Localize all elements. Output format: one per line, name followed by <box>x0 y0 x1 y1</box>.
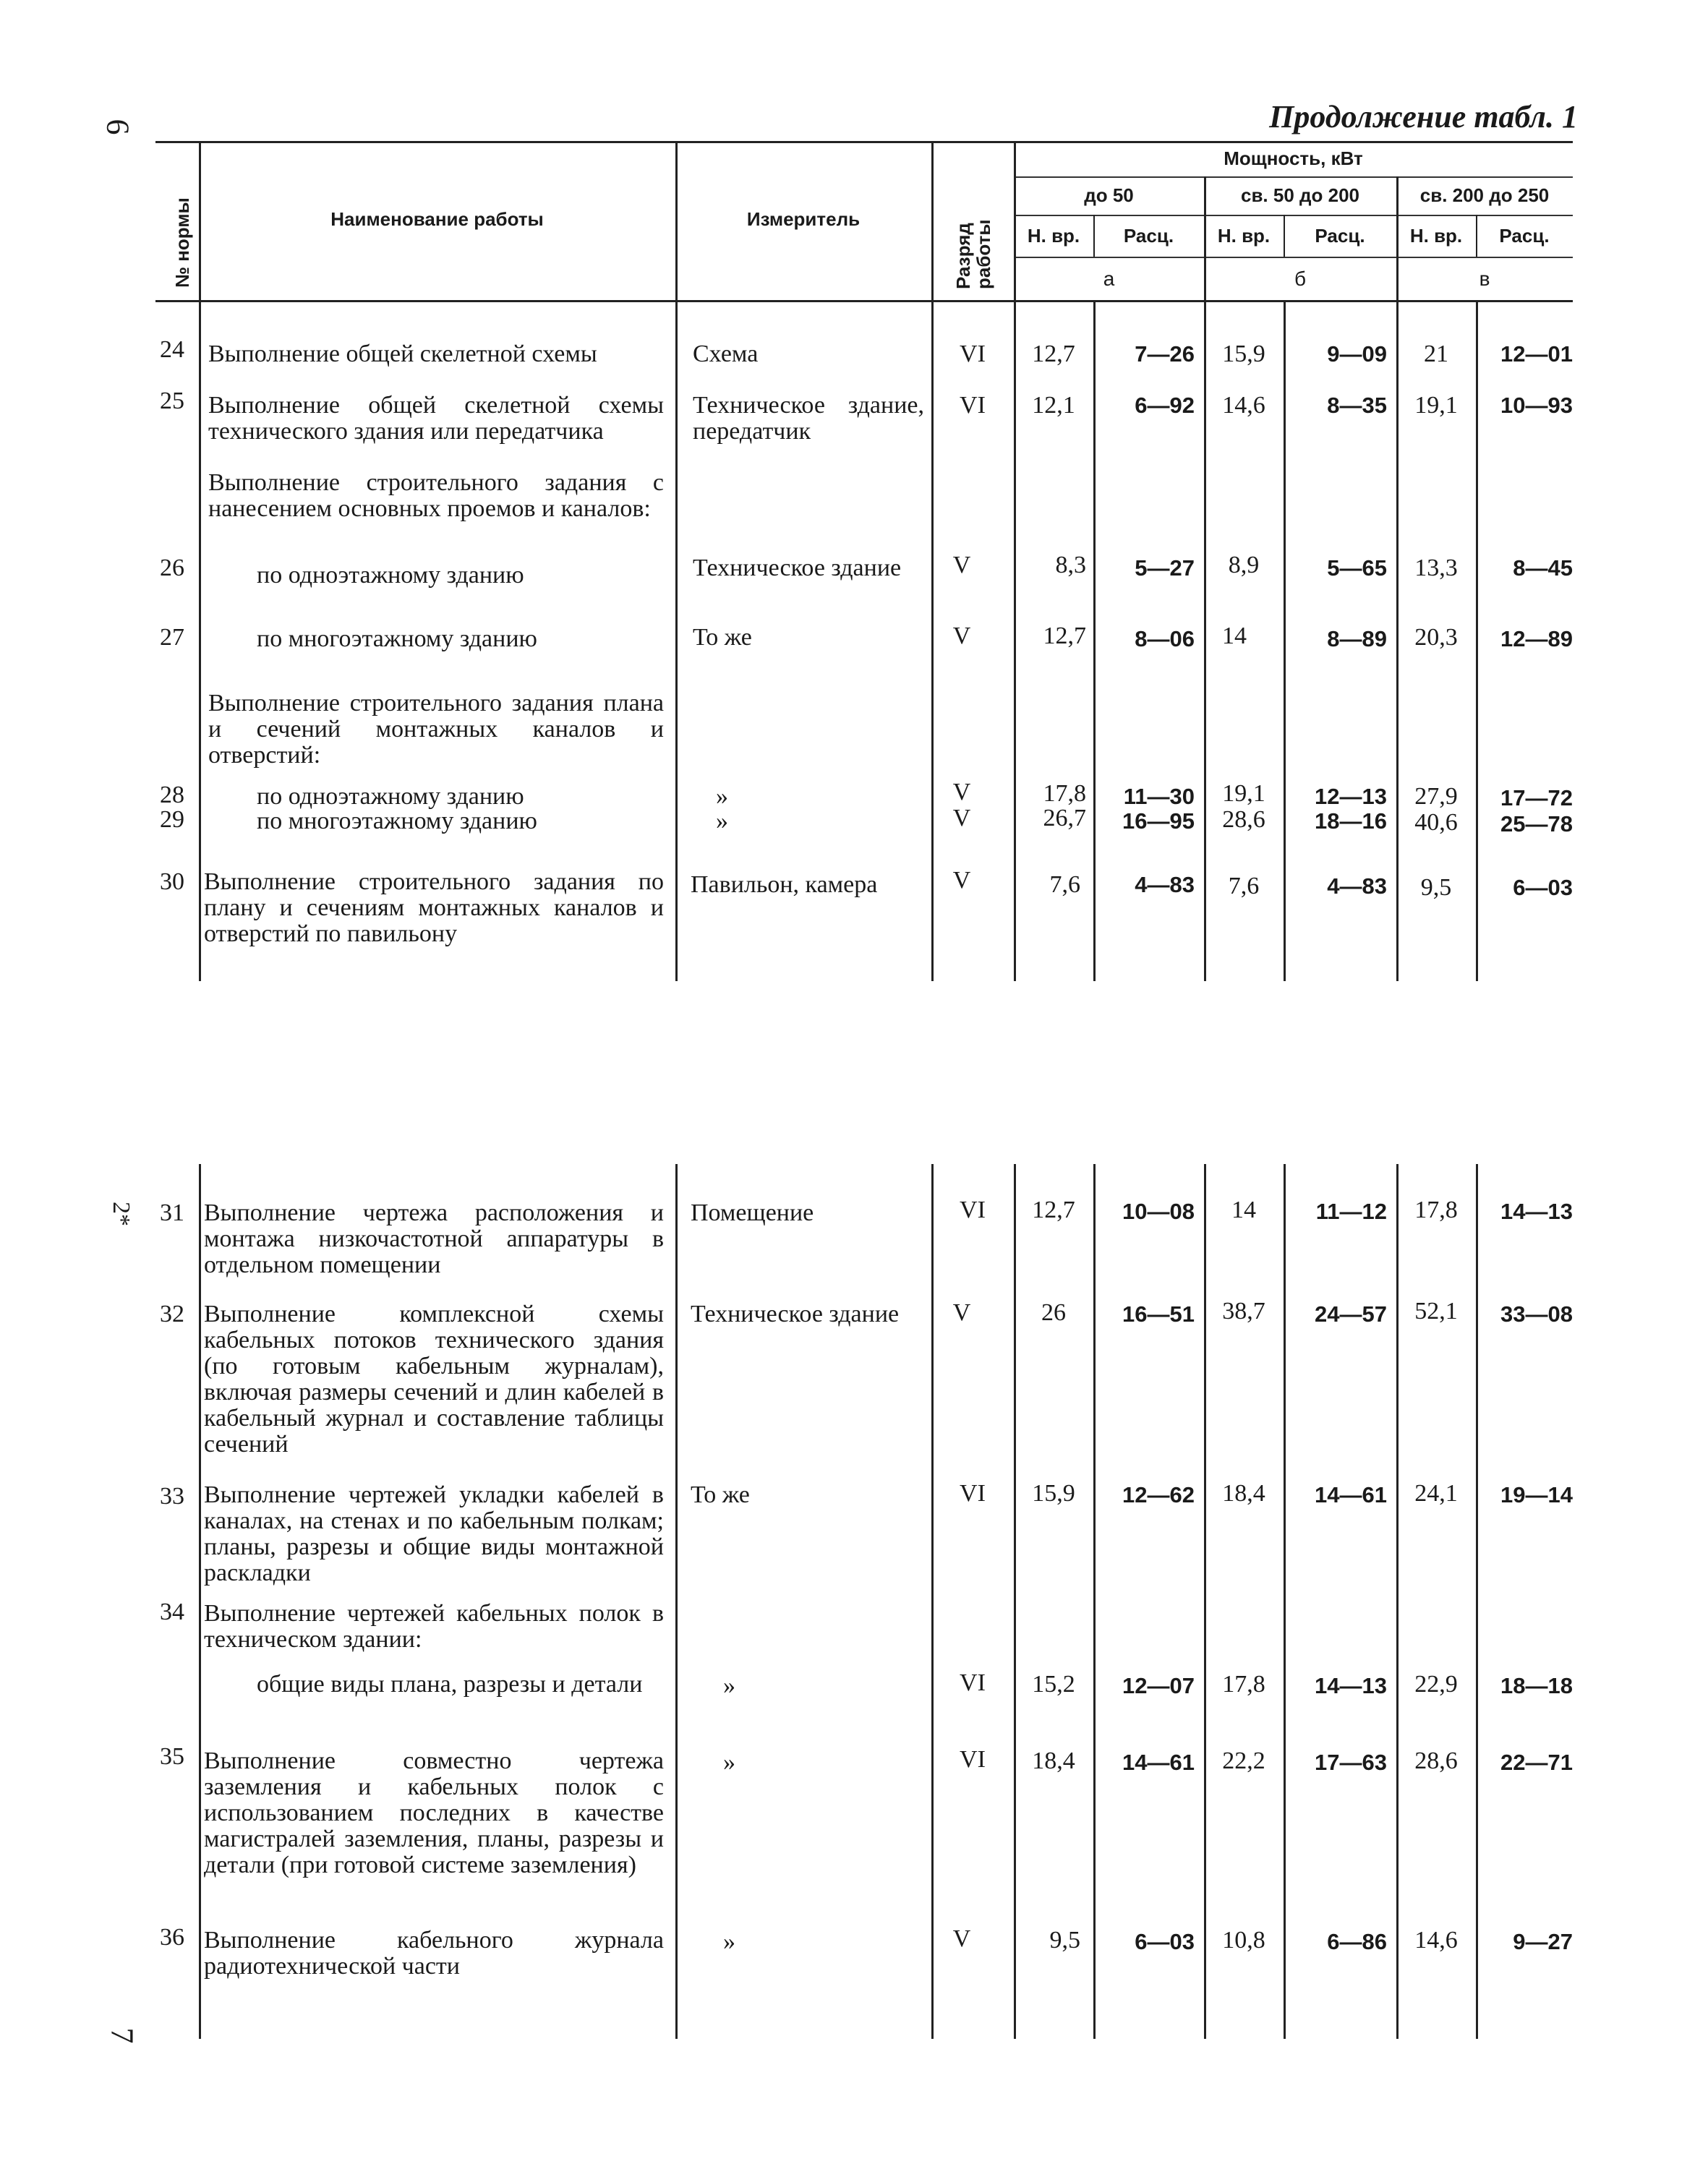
work-name: Выполнение совместно чертежа заземления и кабельных полок с использованием последних в качестве магистралей заземления, планы, разрезы и детали (при готовой системе заземления) <box>204 1747 664 1878</box>
rasc-a: 4—83 <box>1135 872 1195 897</box>
nvr-v: 28,6 <box>1414 1747 1458 1774</box>
grade: VI <box>960 1480 986 1507</box>
rasc-v: 33—08 <box>1500 1301 1573 1327</box>
header-letter-a: а <box>1103 268 1115 290</box>
rasc-a: 10—08 <box>1122 1199 1195 1224</box>
rasc-v: 14—13 <box>1500 1199 1573 1224</box>
nvr-b: 18,4 <box>1222 1480 1265 1507</box>
rasc-v: 6—03 <box>1513 875 1573 900</box>
nvr-b: 14 <box>1231 1197 1256 1223</box>
norm-number: 31 <box>160 1199 184 1226</box>
work-name: Выполнение комплексной схемы кабельных потоков технического здания (по готовым кабельным журналам), включая размеры сечений и длин кабелей в кабельный журнал и составление таблицы сечений <box>204 1301 664 1458</box>
header-norm-no: № нормы <box>171 197 193 288</box>
work-name: Выполнение строительного задания по плану и сечениям монтажных каналов и отверстий по павильону <box>204 868 664 947</box>
nvr-a: 18,4 <box>1032 1747 1075 1774</box>
unit: Техническое здание <box>693 555 902 581</box>
work-name: по многоэтажному зданию <box>257 808 537 834</box>
nvr-a: 12,7 <box>1032 1197 1075 1223</box>
grade: V <box>952 1299 971 1326</box>
norm-number: 33 <box>160 1483 184 1510</box>
nvr-a: 9,5 <box>1049 1927 1080 1954</box>
nvr-v: 20,3 <box>1414 624 1458 651</box>
rasc-b: 8—89 <box>1327 626 1387 651</box>
grade: V <box>952 552 971 578</box>
nvr-a: 8,3 <box>1055 552 1086 578</box>
work-name: Выполнение чертежей кабельных полок в техническом здании: <box>204 1600 664 1653</box>
grade: VI <box>960 1669 986 1696</box>
work-name: Выполнение чертежей укладки кабелей в каналах, на стенах и по кабельным полкам; планы, разрезы и общие виды монтажной раскладки <box>204 1481 664 1586</box>
rasc-a: 6—92 <box>1135 393 1195 418</box>
nvr-b: 19,1 <box>1222 780 1265 807</box>
page-number-top: 6 <box>100 119 136 135</box>
work-name: Выполнение общей скелетной схемы <box>208 341 597 367</box>
nvr-v: 21 <box>1424 341 1448 367</box>
work-name: общие виды плана, разрезы и детали <box>257 1671 643 1698</box>
rasc-b: 11—12 <box>1315 1199 1387 1224</box>
nvr-a: 17,8 <box>1043 780 1086 807</box>
header-power: Мощность, кВт <box>1224 147 1363 169</box>
nvr-a: 12,7 <box>1043 623 1086 649</box>
nvr-v: 22,9 <box>1414 1671 1458 1698</box>
nvr-v: 9,5 <box>1420 874 1452 901</box>
rasc-a: 5—27 <box>1135 555 1195 581</box>
header-nvr-1: Н. вр. <box>1027 225 1080 247</box>
norm-number: 25 <box>160 388 184 414</box>
grade: VI <box>960 1197 986 1223</box>
unit: » <box>723 1749 735 1776</box>
nvr-b: 15,9 <box>1222 341 1265 367</box>
norm-number: 24 <box>160 336 184 363</box>
nvr-b: 8,9 <box>1228 552 1260 578</box>
rasc-v: 22—71 <box>1500 1750 1573 1775</box>
rasc-v: 12—01 <box>1500 341 1573 367</box>
rasc-b: 8—35 <box>1327 393 1387 418</box>
rasc-a: 14—61 <box>1122 1750 1195 1775</box>
rasc-b: 17—63 <box>1315 1750 1387 1775</box>
nvr-a: 12,7 <box>1032 341 1075 367</box>
rasc-b: 14—13 <box>1315 1673 1387 1698</box>
rasc-v: 17—72 <box>1500 785 1573 810</box>
work-group-heading: Выполнение строительного задания плана и сечений монтажных каналов и отверстий: <box>208 690 664 769</box>
rasc-b: 18—16 <box>1315 808 1387 834</box>
rasc-v: 18—18 <box>1500 1673 1573 1698</box>
grade: V <box>952 779 971 805</box>
rasc-a: 12—62 <box>1122 1482 1195 1507</box>
nvr-b: 7,6 <box>1228 873 1260 899</box>
work-name: Выполнение общей скелетной схемы технического здания или передатчика <box>208 392 664 445</box>
unit: » <box>716 783 728 810</box>
header-nvr-2: Н. вр. <box>1217 225 1271 247</box>
rasc-b: 4—83 <box>1327 873 1387 899</box>
grade: V <box>952 623 971 649</box>
page-number-bottom: 7 <box>104 2027 140 2044</box>
work-name: по одноэтажному зданию <box>257 562 524 589</box>
nvr-v: 24,1 <box>1414 1480 1458 1507</box>
rasc-a: 7—26 <box>1135 341 1195 367</box>
norm-number: 27 <box>160 624 184 651</box>
grade: V <box>952 1925 971 1952</box>
grade: V <box>952 805 971 831</box>
norm-number: 34 <box>160 1599 184 1625</box>
nvr-a: 12,1 <box>1032 392 1075 419</box>
unit: То же <box>691 1481 750 1508</box>
nvr-v: 52,1 <box>1414 1298 1458 1325</box>
nvr-b: 38,7 <box>1222 1298 1265 1325</box>
rasc-v: 19—14 <box>1500 1482 1573 1507</box>
header-work-name: Наименование работы <box>330 208 544 230</box>
header-rasc-1: Расц. <box>1123 225 1174 247</box>
unit: » <box>723 1928 735 1955</box>
header-range-2: св. 50 до 200 <box>1240 184 1360 206</box>
rasc-b: 5—65 <box>1327 555 1387 581</box>
rasc-b: 14—61 <box>1315 1482 1387 1507</box>
header-range-1: до 50 <box>1084 184 1134 206</box>
work-name: по одноэтажному зданию <box>257 783 524 810</box>
work-name: Выполнение чертежа расположения и монтажа низкочастотной аппаратуры в отдельном помещении <box>204 1199 664 1278</box>
unit: Павильон, камера <box>691 871 878 898</box>
norm-number: 35 <box>160 1743 184 1770</box>
header-nvr-3: Н. вр. <box>1409 225 1463 247</box>
nvr-a: 15,2 <box>1032 1671 1075 1698</box>
nvr-b: 28,6 <box>1222 806 1265 833</box>
rasc-b: 24—57 <box>1315 1301 1387 1327</box>
nvr-b: 10,8 <box>1222 1927 1265 1954</box>
unit: То же <box>693 624 752 651</box>
grade: VI <box>960 341 986 367</box>
nvr-a: 15,9 <box>1032 1480 1075 1507</box>
grade: V <box>952 867 971 894</box>
header-letter-b: б <box>1294 268 1307 290</box>
nvr-b: 14,6 <box>1222 392 1265 419</box>
rasc-v: 8—45 <box>1513 555 1573 581</box>
nvr-v: 19,1 <box>1414 392 1458 419</box>
nvr-v: 14,6 <box>1414 1927 1458 1954</box>
header-rasc-2: Расц. <box>1315 225 1365 247</box>
norm-number: 29 <box>160 806 184 833</box>
norm-number: 32 <box>160 1301 184 1327</box>
unit: » <box>716 808 728 834</box>
work-group-heading: Выполнение строительного задания с нанесением основных проемов и каналов: <box>208 469 664 522</box>
nvr-a: 26 <box>1041 1299 1066 1326</box>
rasc-a: 11—30 <box>1123 784 1195 809</box>
norm-number: 28 <box>160 782 184 808</box>
nvr-v: 17,8 <box>1414 1197 1458 1223</box>
rasc-b: 12—13 <box>1315 784 1387 809</box>
unit: Техническое здание, передатчик <box>693 392 924 445</box>
header-rasc-3: Расц. <box>1499 225 1550 247</box>
grade: VI <box>960 1746 986 1773</box>
rasc-a: 8—06 <box>1135 626 1195 651</box>
rasc-b: 9—09 <box>1327 341 1387 367</box>
sheet-mark: 2* <box>108 1202 134 1226</box>
header-unit: Измеритель <box>746 208 861 230</box>
grade: VI <box>960 392 986 419</box>
rasc-v: 25—78 <box>1500 811 1573 837</box>
rasc-v: 10—93 <box>1500 393 1573 418</box>
rasc-v: 9—27 <box>1513 1929 1573 1954</box>
rasc-b: 6—86 <box>1327 1929 1387 1954</box>
rasc-a: 16—51 <box>1122 1301 1195 1327</box>
unit: Техническое здание <box>691 1301 900 1327</box>
header-letter-v: в <box>1479 268 1490 290</box>
unit: Схема <box>693 341 759 367</box>
header-grade: Разряд работы <box>952 219 994 289</box>
unit: Помещение <box>691 1199 814 1226</box>
nvr-b: 17,8 <box>1222 1671 1265 1698</box>
nvr-v: 13,3 <box>1414 555 1458 581</box>
rasc-a: 6—03 <box>1135 1929 1195 1954</box>
continuation-title: Продолжение табл. 1 <box>1269 99 1578 134</box>
nvr-a: 7,6 <box>1049 871 1080 898</box>
norm-number: 26 <box>160 555 184 581</box>
unit: » <box>723 1672 735 1699</box>
nvr-a: 26,7 <box>1043 805 1086 831</box>
work-name: Выполнение кабельного журнала радиотехнической части <box>204 1927 664 1980</box>
rasc-a: 12—07 <box>1122 1673 1195 1698</box>
rasc-a: 16—95 <box>1122 808 1195 834</box>
norm-number: 36 <box>160 1924 184 1951</box>
norm-number: 30 <box>160 868 184 895</box>
work-name: по многоэтажному зданию <box>257 625 537 652</box>
header-range-3: св. 200 до 250 <box>1419 184 1550 206</box>
nvr-b: 14 <box>1222 623 1247 649</box>
rasc-v: 12—89 <box>1500 626 1573 651</box>
nvr-v: 27,9 <box>1414 783 1458 810</box>
nvr-b: 22,2 <box>1222 1747 1265 1774</box>
nvr-v: 40,6 <box>1414 809 1458 836</box>
